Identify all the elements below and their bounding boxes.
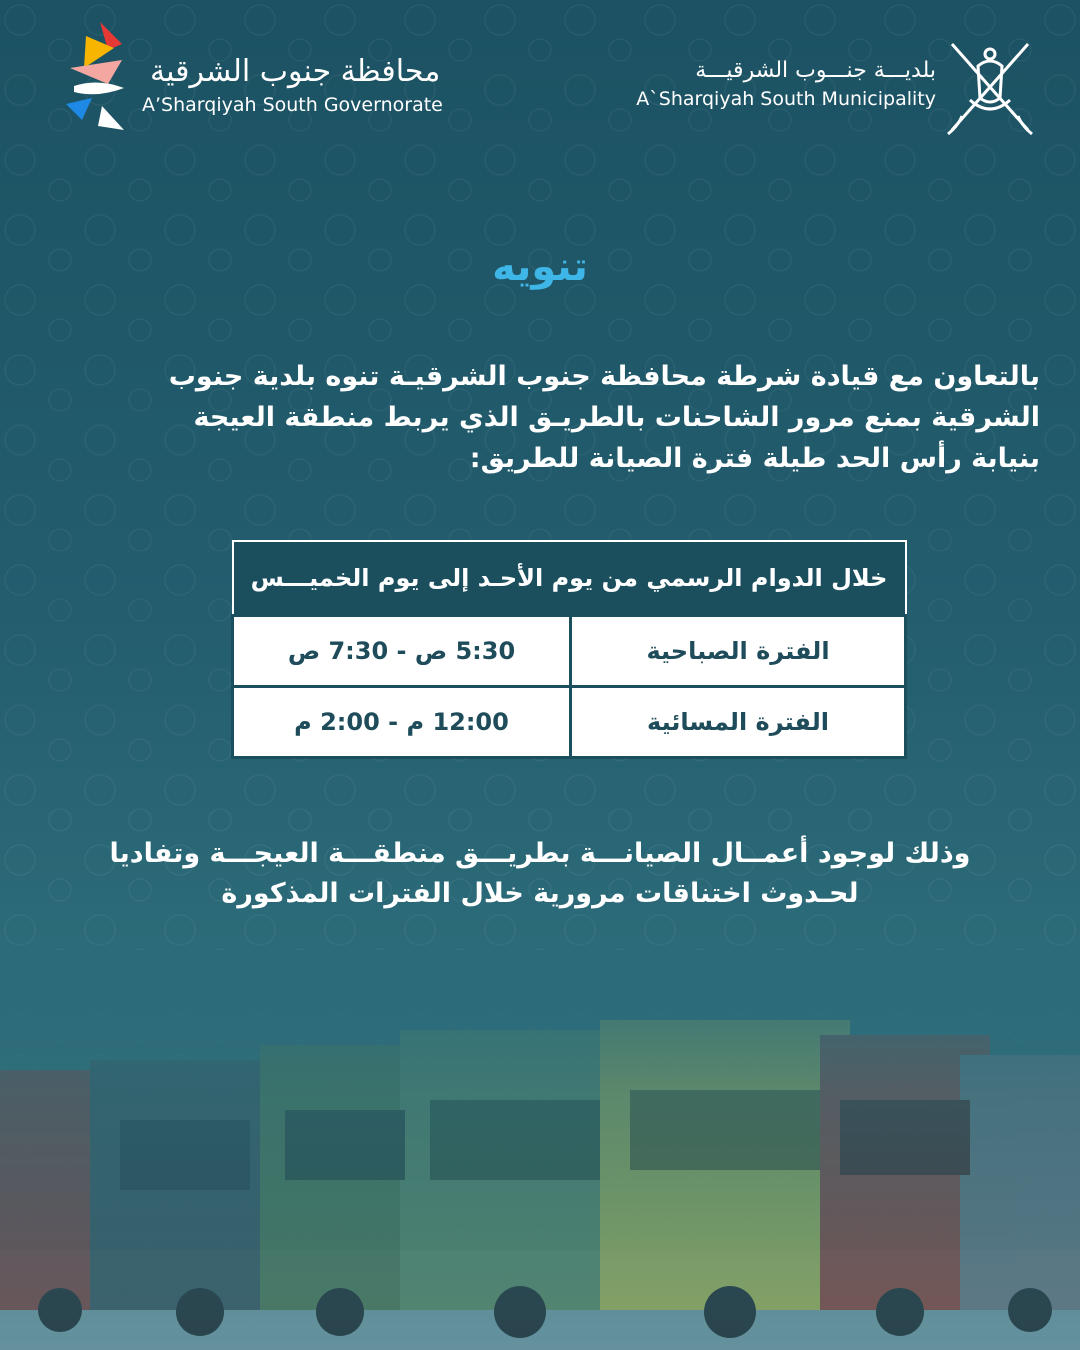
intro-line: بنيابة رأس الحد طيلة فترة الصيانة للطريق: xyxy=(469,443,1040,474)
governorate-logo xyxy=(62,22,492,132)
period-label: الفترة الصباحية xyxy=(571,616,906,687)
schedule-table xyxy=(231,540,907,759)
outro-line: لحـدوث اختناقات مرورية خلال الفترات المذكورة xyxy=(221,878,859,909)
period-time: 12:00 م - 2:00 م xyxy=(233,687,571,758)
intro-line: بالتعاون مع قيادة شرطة محافظة جنوب الشرقيـة تنوه بلدية جنوب xyxy=(168,361,1040,392)
notice-title: تنويه xyxy=(492,244,588,290)
outro-line: وذلك لوجود أعمــال الصيانـــة بطريـــق منطقـــة العيجـــة وتفاديا xyxy=(109,838,971,869)
governorate-emblem-icon xyxy=(62,22,138,132)
governorate-name-en: A’Sharqiyah South Governorate xyxy=(142,94,443,116)
notice-intro xyxy=(40,356,1040,479)
municipality-logo xyxy=(600,36,1040,146)
notice-outro xyxy=(60,834,1020,914)
municipality-name-en: A`Sharqiyah South Municipality xyxy=(636,88,936,110)
period-time: 5:30 ص - 7:30 ص xyxy=(233,616,571,687)
table-row xyxy=(233,687,906,758)
period-label: الفترة المسائية xyxy=(571,687,906,758)
intro-line: الشرقية بمنع مرور الشاحنات بالطريـق الذي يربط منطقة العيجة xyxy=(193,402,1040,433)
schedule-header: خلال الدوام الرسمي من يوم الأحـد إلى يوم الخميـــس xyxy=(233,541,906,616)
governorate-name-ar: محافظة جنوب الشرقية xyxy=(150,54,441,89)
trucks-background-image xyxy=(0,950,1080,1350)
table-row xyxy=(233,616,906,687)
oman-emblem-icon xyxy=(940,36,1040,142)
municipality-name-ar: بلديـــة جنـــوب الشرقيـــة xyxy=(695,58,936,83)
